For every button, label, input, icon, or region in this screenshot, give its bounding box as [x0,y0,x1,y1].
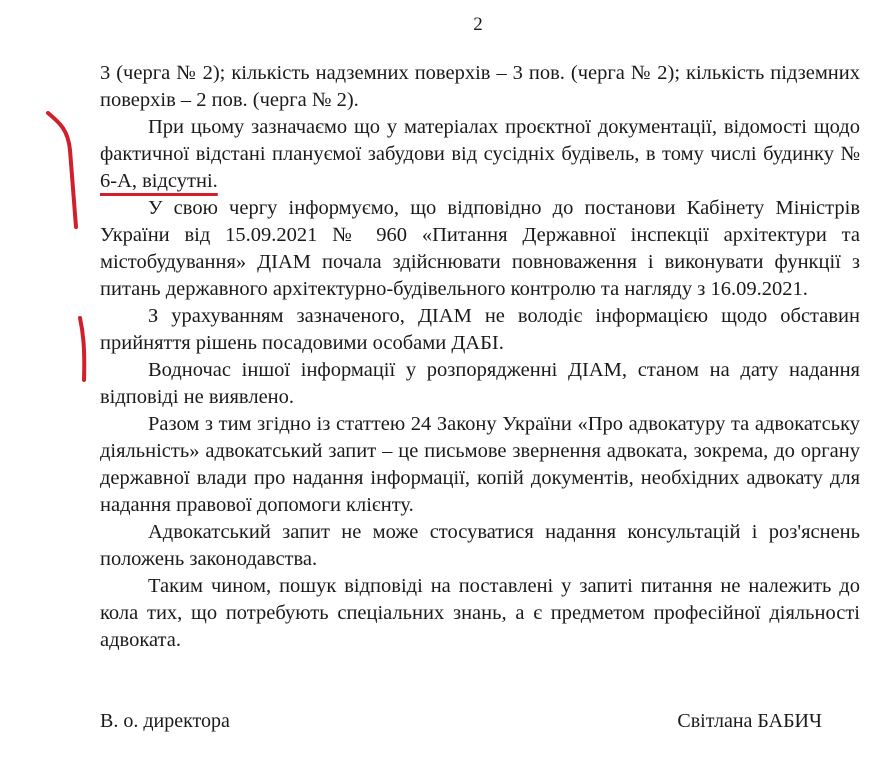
paragraph-5: Водночас іншої інформації у розпорядженні ДІАМ, станом на дату надання відповіді не виявлено. [100,359,860,408]
page-number: 2 [473,14,483,35]
paragraph-7: Адвокатський запит не може стосуватися надання консультацій і роз'яснень положень законодавства. [100,521,860,570]
paragraph-8: Таким чином, пошук відповіді на поставлені у запиті питання не належить до кола тих, що потребують спеціальних знань, а є предметом професійної діяльності адвоката. [100,575,860,651]
red-margin-mark-2 [70,312,100,387]
paragraph-2-text: При цьому зазначаємо що у матеріалах проєктної документації, відомості щодо фактичної відстані плануємої забудови від сусідніх будівель, в тому числі будинку № [100,116,860,165]
signatory-position: В. о. директора [100,710,230,732]
letter-body [100,60,860,654]
signatory-name: Світлана БАБИЧ [677,710,822,732]
paragraph-3: У свою чергу інформуємо, що відповідно до постанови Кабінету Міністрів України від 15.09.2021 № 960 «Питання Державної інспекції архітектури та містобудування» ДІАМ почала здійснювати повноваження і виконувати функції з питань державного архітектурно-будівельного контролю та нагляду з 16.09.2021. [100,197,860,300]
red-underlined-text: 6-А, відсутні. [100,170,218,192]
signature-block [100,710,822,733]
paragraph-6: Разом з тим згідно із статтею 24 Закону України «Про адвокатуру та адвокатську діяльність» адвокатський запит – це письмове звернення адвоката, зокрема, до органу державної влади про надання інформації, копій документів, необхідних адвокату для надання правової допомоги клієнту. [100,413,860,516]
red-margin-mark-1 [40,105,90,235]
paragraph-1: 3 (черга № 2); кількість надземних поверхів – 3 пов. (черга № 2); кількість підземних поверхів – 2 пов. (черга № 2). [100,62,860,111]
paragraph-2 [100,114,860,195]
paragraph-4: З урахуванням зазначеного, ДІАМ не володіє інформацією щодо обставин прийняття рішень посадовими особами ДАБІ. [100,305,860,354]
